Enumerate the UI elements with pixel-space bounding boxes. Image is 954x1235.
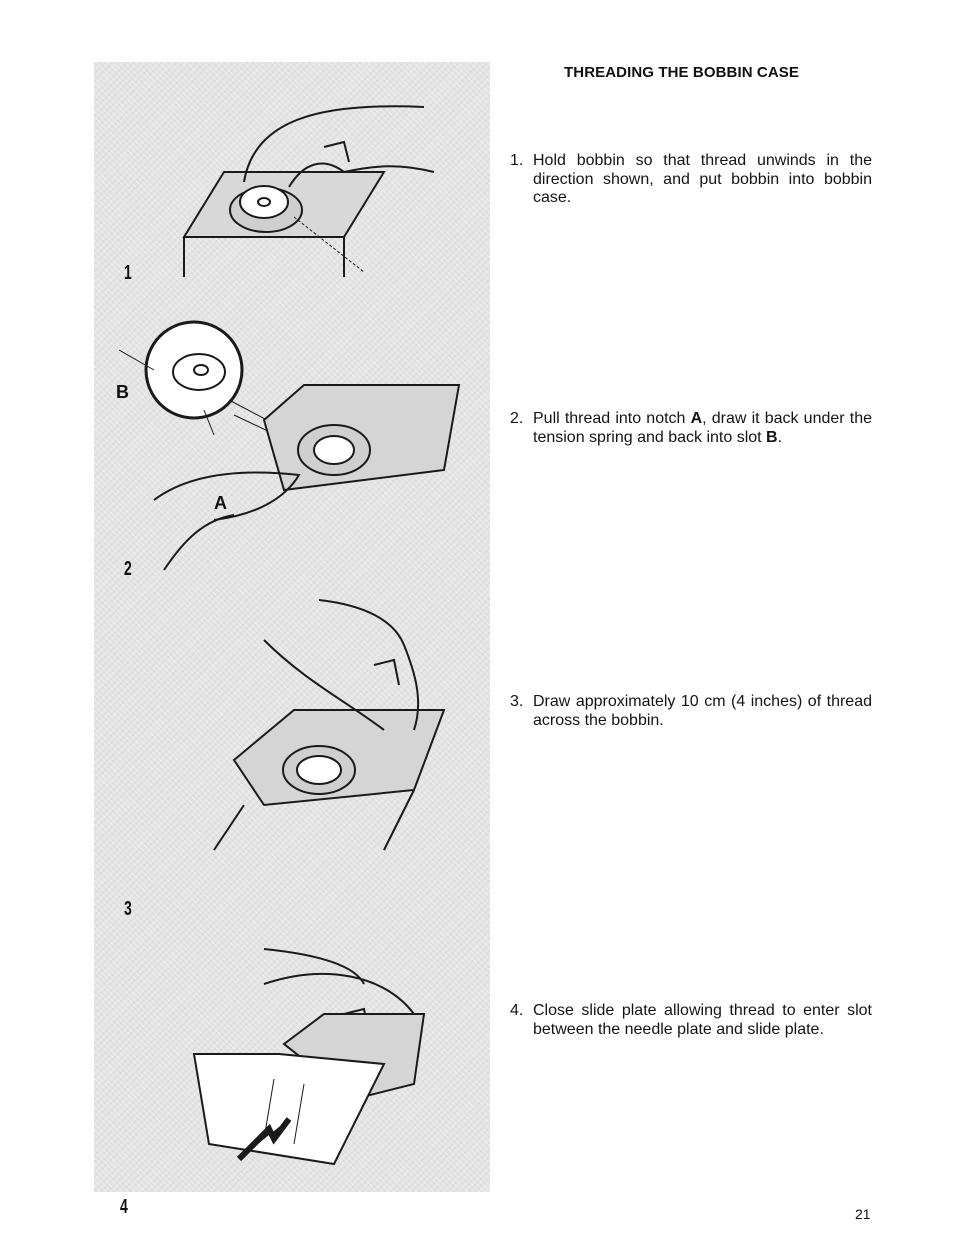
figure-1-number: 1 (124, 262, 132, 284)
step-4-text: Close slide plate allowing thread to enter slot between the needle plate and slide plate. (533, 1002, 872, 1038)
figure-2-drawing (94, 300, 490, 590)
figure-3-drawing (94, 590, 490, 874)
figure-2 (94, 300, 490, 590)
step-2 (510, 410, 872, 447)
step-3-text: Draw approximately 10 cm (4 inches) of thread across the bobbin. (533, 693, 872, 729)
step-1 (510, 152, 872, 208)
slot-b-label: B (766, 428, 778, 446)
step-2-number: 2. (510, 410, 524, 427)
step-1-text: Hold bobbin so that thread unwinds in the direction shown, and put bobbin into bobbin case. (533, 152, 872, 206)
page-number: 21 (855, 1206, 871, 1222)
illustration-column (94, 62, 490, 1218)
callout-b: B (116, 382, 129, 402)
step-4-number: 4. (510, 1002, 524, 1019)
step-3-number: 3. (510, 693, 524, 710)
figure-4-drawing (94, 874, 490, 1192)
figure-2-number: 2 (124, 558, 132, 580)
step-2-text: Pull thread into notch A, draw it back under the tension spring and back into slot B. (533, 410, 873, 446)
figure-3-number: 3 (124, 898, 132, 920)
step-1-number: 1. (510, 152, 524, 169)
notch-a-label: A (690, 410, 703, 427)
step-3 (510, 693, 872, 730)
figure-4-number: 4 (120, 1196, 128, 1218)
callout-a: A (214, 493, 227, 513)
figure-1-drawing (94, 62, 490, 300)
figure-1 (94, 62, 490, 300)
section-heading: THREADING THE BOBBIN CASE (564, 64, 800, 81)
step-4 (510, 1002, 872, 1039)
figure-3 (94, 590, 490, 920)
figure-4 (94, 874, 490, 1218)
